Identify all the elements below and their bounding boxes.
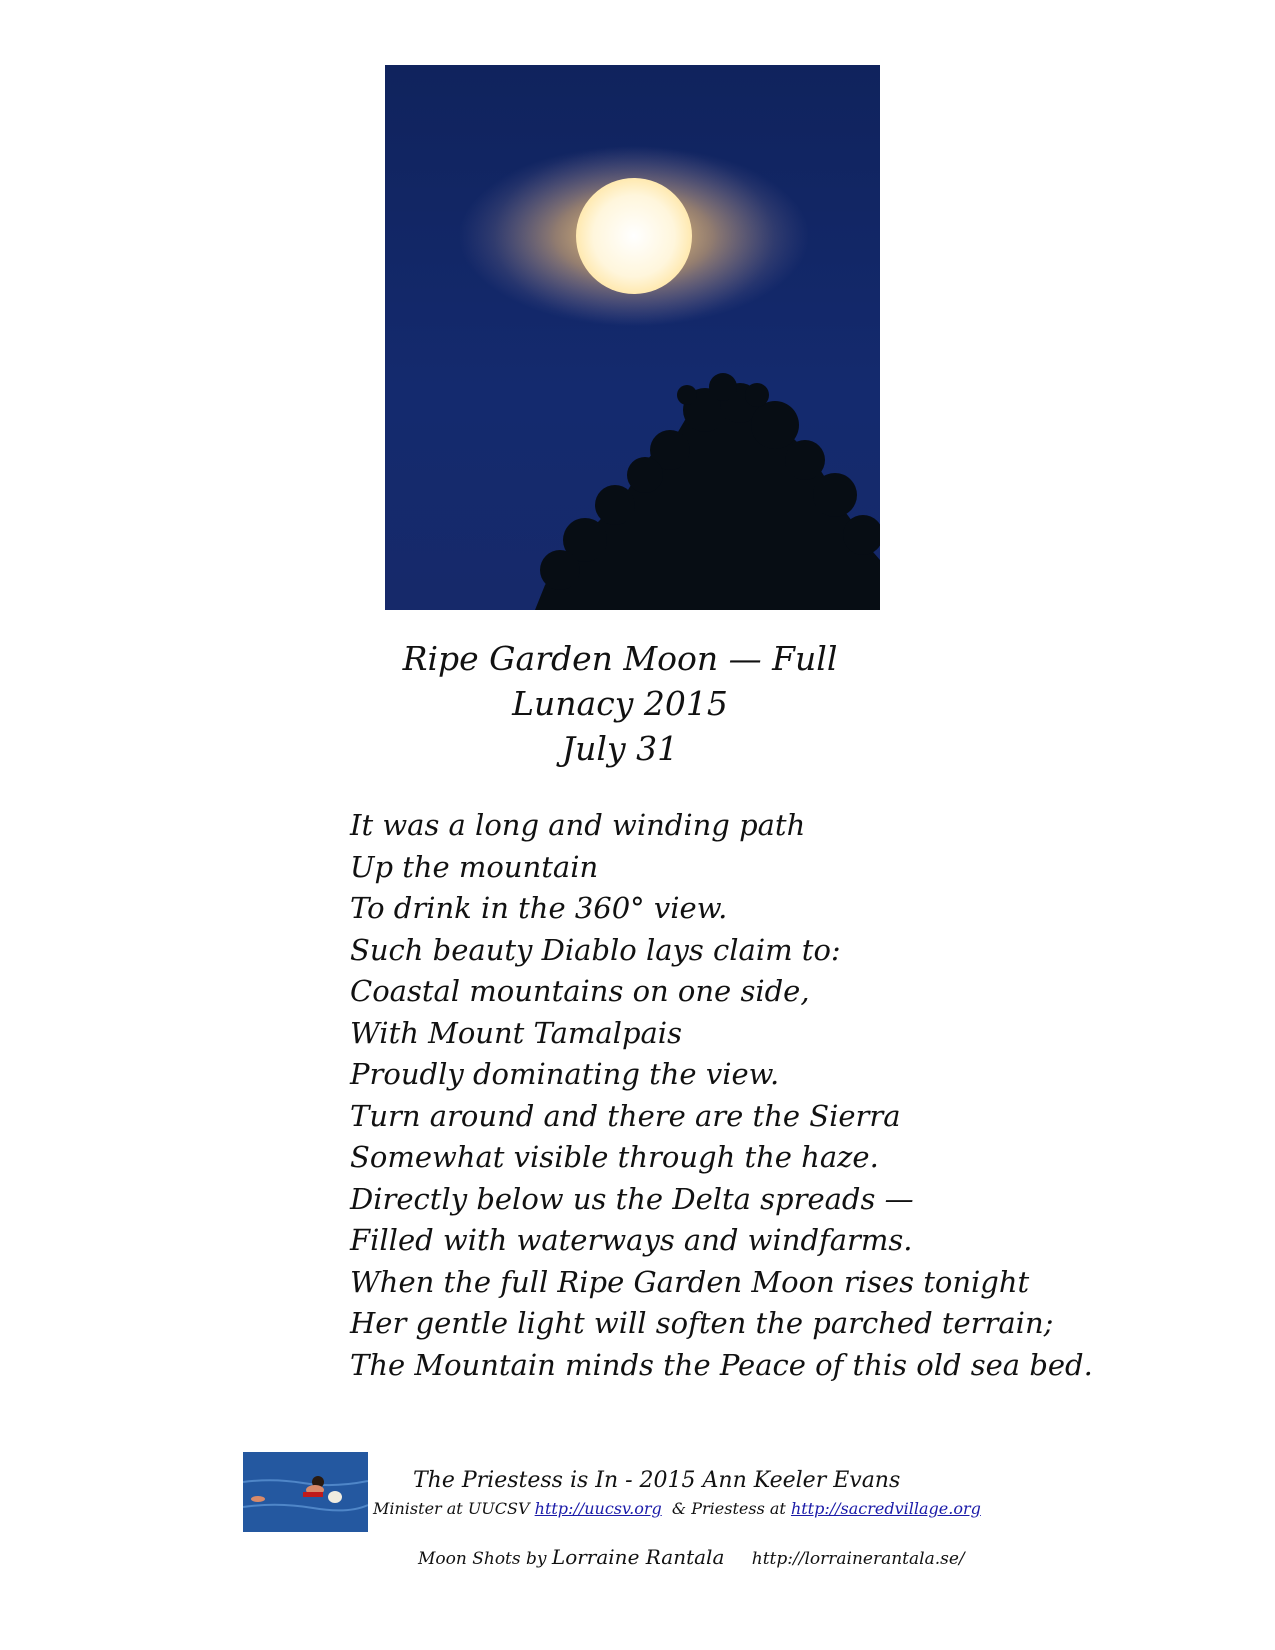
photo-credit [418,1545,965,1571]
poem-line: Proudly dominating the view. [350,1057,780,1091]
poem-line: The Mountain minds the Peace of this old sea bed. [350,1347,1093,1382]
swimmer-scene [243,1452,368,1532]
poem-line: Somewhat visible through the haze. [350,1140,879,1174]
poem-line: To drink in the 360° view. [350,891,728,925]
photographer-url: http://lorrainerantala.se/ [751,1549,965,1569]
affiliation-line [373,1498,981,1520]
swimmer-photo [243,1452,368,1532]
poem-line: Turn around and there are the Sierra [350,1098,901,1133]
moon-scene [385,65,880,610]
poem-title: Ripe Garden Moon — Full [402,639,838,678]
poem-date: July 31 [561,729,679,768]
poem-line: Such beauty Diablo lays claim to: [350,932,841,967]
tree-silhouette [535,373,880,610]
poem-line: Up the mountain [350,849,599,884]
moon-shots-label: Moon Shots by [418,1549,547,1569]
poem-body [350,805,1110,1386]
poem-line: It was a long and winding path [350,808,806,842]
uucsv-link[interactable]: http://uucsv.org [534,1499,662,1518]
poem-line: Filled with waterways and windfarms. [350,1223,913,1257]
series-label: Lunacy 2015 [512,684,728,723]
poem-header [0,636,1240,771]
priestess-label: & Priestess at [671,1499,786,1518]
minister-label: Minister at UUCSV [373,1499,530,1518]
author-line: The Priestess is In - 2015 Ann Keeler Evans [413,1468,901,1493]
poem-line: With Mount Tamalpais [350,1015,682,1050]
moon [576,178,692,294]
photographer-name: Lorraine Rantala [551,1545,725,1569]
sacredvillage-link[interactable]: http://sacredvillage.org [790,1499,981,1518]
poem-line: Coastal mountains on one side, [350,974,810,1008]
full-moon-photo [385,65,880,610]
poem-line: Her gentle light will soften the parched terrain; [350,1306,1054,1340]
poem-line: Directly below us the Delta spreads — [350,1181,914,1216]
poem-line: When the full Ripe Garden Moon rises tonight [350,1264,1030,1299]
